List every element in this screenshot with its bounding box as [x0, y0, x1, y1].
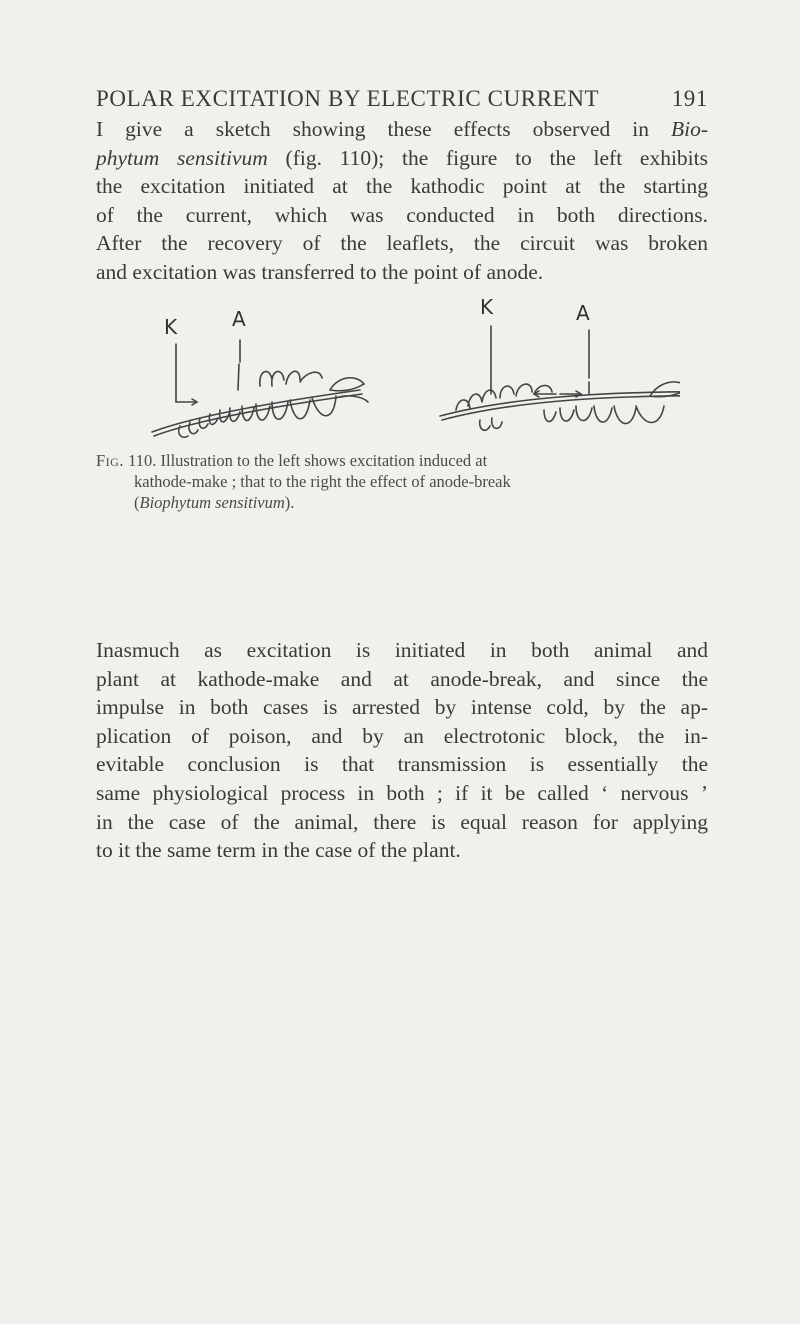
text-line: same physiological process in both ; if it be called ‘ nervous ’: [96, 780, 708, 805]
text-line: plication of poison, and by an electrotonic block, the in-: [96, 723, 708, 748]
figure-illustration: [140, 282, 680, 442]
page-number: 191: [671, 86, 708, 111]
left-label-a: A: [232, 307, 246, 331]
figure-caption: [96, 450, 708, 513]
left-label-k: K: [164, 315, 178, 339]
header-title: POLAR EXCITATION BY ELECTRIC CURRENT: [96, 86, 600, 111]
caption-line: (Biophytum sensitivum).: [134, 493, 295, 512]
text-line: evitable conclusion is that transmission is essentially the: [96, 752, 708, 777]
right-tip-leaflet: [650, 382, 680, 397]
running-header: [96, 86, 708, 118]
left-raised-leaflets: [260, 371, 322, 386]
text-line: plant at kathode-make and at anode-break, and since the: [96, 666, 708, 691]
paragraph-conclusion: [96, 636, 708, 865]
text-line: I give a sketch showing these effects observed in Bio-: [96, 117, 708, 141]
left-tip-leaflet: [330, 378, 364, 391]
caption-line: kathode-make ; that to the right the effect of anode-break: [134, 472, 511, 491]
right-sketch: [440, 295, 680, 430]
right-drooping-leaflets: [480, 406, 664, 430]
caption-line: Fig. 110. Illustration to the left shows excitation induced at: [96, 451, 488, 470]
right-label-k: K: [480, 295, 494, 319]
text-line: of the current, which was conducted in both directions.: [96, 202, 708, 227]
text-line: in the case of the animal, there is equal reason for applying: [96, 809, 708, 834]
right-label-a: A: [576, 301, 590, 325]
text-line: and excitation was transferred to the point of anode.: [96, 259, 544, 284]
text-line: impulse in both cases is arrested by intense cold, by the ap-: [96, 695, 708, 720]
text-line: Inasmuch as excitation is initiated in both animal and: [96, 638, 708, 662]
left-sketch: [152, 307, 368, 437]
left-anode-wire: [238, 340, 240, 390]
text-line: phytum sensitivum (fig. 110); the figure to the left exhibits: [96, 145, 708, 170]
paragraph-intro: [96, 115, 708, 287]
text-line: the excitation initiated at the kathodic point at the starting: [96, 174, 708, 199]
text-line: to it the same term in the case of the plant.: [96, 838, 461, 863]
text-line: After the recovery of the leaflets, the circuit was broken: [96, 231, 708, 256]
figure-110: [140, 282, 680, 442]
left-drooping-leaflets: [179, 396, 336, 437]
